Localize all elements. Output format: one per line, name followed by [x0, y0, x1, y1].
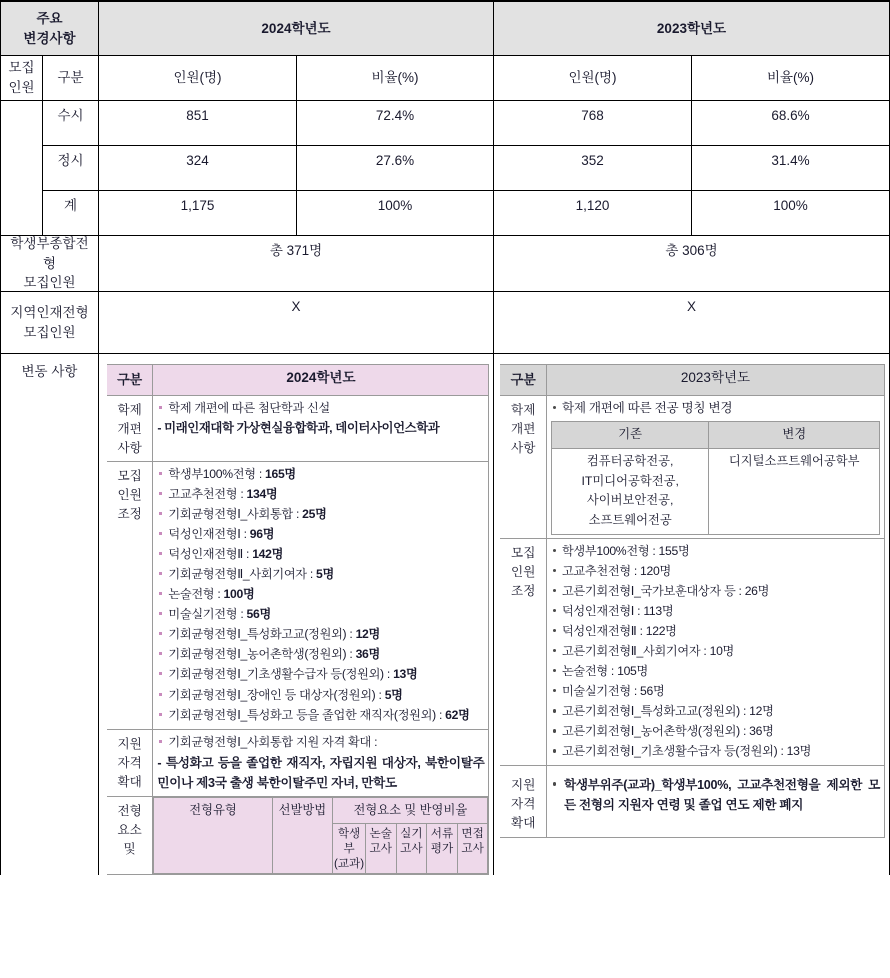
- recruit-cell-ratio_2023: 100%: [692, 191, 889, 236]
- list-item: 덕성인재전형Ⅱ : 142명: [157, 545, 484, 564]
- key-line: 지원: [117, 736, 142, 751]
- list-item: 논술전형 : 100명: [157, 585, 484, 604]
- recruit-cell-ratio_2024: 100%: [297, 191, 494, 236]
- key-line: 자격: [117, 755, 142, 770]
- element-subcol: [396, 824, 427, 874]
- key-line: 자격: [511, 797, 536, 812]
- inner-2024-key-eligibility: [107, 729, 153, 796]
- recruit-row-label-line1: 모집: [8, 60, 35, 76]
- key-line: 확대: [511, 816, 536, 831]
- recruit-cell-gubun: 수시: [43, 101, 99, 146]
- element-ratio-table: [153, 797, 488, 874]
- bullet-list: [551, 399, 880, 419]
- element-col-type: 전형유형: [154, 797, 272, 873]
- corner-header-label: [1, 2, 99, 56]
- list-item: 기회균형전형Ⅰ_사회통합 : 25명: [157, 505, 484, 524]
- recruit-cell-count_2024: 324: [99, 146, 297, 191]
- comprehensive-value-2023: 총 306명: [494, 236, 889, 292]
- comprehensive-row: [1, 236, 889, 292]
- recruit-cell-ratio_2023: 31.4%: [692, 146, 889, 191]
- col-header-count-2024: 인원(명): [99, 56, 297, 101]
- list-item: 기회균형전형Ⅰ_기초생활수급자 등(정원외) : 13명: [157, 665, 484, 684]
- list-item: 고교추천전형 : 134명: [157, 485, 484, 504]
- key-line: 확대: [117, 774, 142, 789]
- table-row: [1, 101, 889, 146]
- inner-2024-section-eligibility: [107, 729, 489, 796]
- element-subcol: [457, 824, 488, 874]
- inner-2023-header-row: [500, 365, 884, 396]
- list-item: 학제 개편에 따른 전공 명칭 변경: [551, 399, 880, 419]
- key-line: 모집: [511, 545, 536, 560]
- comprehensive-label: [1, 236, 99, 292]
- list-item: 고른기회전형Ⅱ_사회기여자 : 10명: [551, 642, 880, 661]
- list-item: 미술실기전형 : 56명: [551, 682, 880, 701]
- inner-2023-body-eligibility: [546, 766, 884, 837]
- inner-2023-section-quota: [500, 538, 884, 765]
- compare-value-before: [551, 449, 708, 535]
- key-line: 조정: [117, 507, 142, 522]
- element-col-method: 선발방법: [272, 797, 333, 873]
- element-subcol-line1: 서류: [430, 827, 454, 841]
- local-talent-label: [1, 292, 99, 354]
- inner-2023-year-header: 2023학년도: [546, 365, 884, 396]
- inner-2023-section-academic: [500, 395, 884, 538]
- list-item: 논술전형 : 105명: [551, 662, 880, 681]
- key-line: 전형: [117, 803, 142, 818]
- compare-before-line: 사이버보안전공,: [586, 493, 674, 508]
- element-col-ratio-group: 전형요소 및 반영비율: [333, 797, 488, 823]
- inner-2024-header-row: [107, 365, 489, 396]
- key-line: 학제: [511, 402, 536, 417]
- comprehensive-label-line2: 모집인원: [23, 275, 76, 291]
- recruit-cell-gubun: 계: [43, 191, 99, 236]
- comprehensive-label-line1: 학생부종합전형: [10, 236, 89, 271]
- key-line: 학제: [117, 402, 142, 417]
- compare-before-line: 컴퓨터공학전공,: [586, 454, 674, 469]
- local-talent-label-line2: 모집인원: [23, 324, 76, 340]
- inner-2023-section-eligibility: [500, 766, 884, 837]
- list-item: 고른기회전형Ⅰ_국가보훈대상자 등 : 26명: [551, 582, 880, 601]
- recruit-cell-ratio_2024: 27.6%: [297, 146, 494, 191]
- changes-pane-2024: [99, 354, 495, 875]
- key-line: 지원: [511, 778, 536, 793]
- bullet-list: [157, 399, 484, 418]
- inner-2024-section-quota: [107, 462, 489, 729]
- element-subcol-line2: 고사: [400, 842, 423, 856]
- list-item: 고교추천전형 : 120명: [551, 562, 880, 581]
- inner-2024-body-quota: [153, 462, 489, 729]
- inner-2023-gubun-header: 구분: [500, 365, 546, 396]
- key-line: 인원: [511, 564, 536, 579]
- corner-header-line1: 주요: [36, 10, 63, 26]
- element-subcol-line1: 논술: [369, 827, 392, 841]
- changes-row-label: 변동 사항: [1, 354, 99, 875]
- element-subcol-line2: (교과): [334, 857, 365, 871]
- list-item: 기회균형전형Ⅰ_농어촌학생(정원외) : 36명: [157, 645, 484, 664]
- element-subcol: [333, 824, 366, 874]
- key-line: 개편: [117, 421, 142, 436]
- key-line: 요소: [117, 823, 142, 838]
- compare-data-row: [551, 449, 879, 535]
- key-line: 사항: [117, 441, 142, 456]
- key-line: 조정: [511, 584, 536, 599]
- header-year-2023: 2023학년도: [494, 2, 889, 56]
- col-header-ratio-2024: 비율(%): [297, 56, 494, 101]
- recruit-row-label-spacer: [1, 191, 43, 236]
- compare-head-before: 기존: [551, 422, 708, 449]
- list-item: 고른기회전형Ⅰ_특성화고교(정원외) : 12명: [551, 702, 880, 721]
- inner-2024-key-quota: [107, 462, 153, 729]
- list-item: 미술실기전형 : 56명: [157, 605, 484, 624]
- key-line: 인원: [117, 488, 142, 503]
- element-subcol-line2: 고사: [369, 842, 392, 856]
- inner-table-2023: [500, 364, 885, 838]
- changes-row: [1, 354, 889, 875]
- list-item: 고른기회전형Ⅰ_농어촌학생(정원외) : 36명: [551, 722, 880, 741]
- key-line: 사항: [511, 441, 536, 456]
- bullet-list: [551, 775, 880, 816]
- list-item: 기회균형전형Ⅰ_사회통합 지원 자격 확대 :: [157, 733, 484, 752]
- inner-2024-gubun-header: 구분: [107, 365, 153, 396]
- table-row: [1, 146, 889, 191]
- recruit-cell-count_2024: 851: [99, 101, 297, 146]
- recruit-cell-ratio_2024: 72.4%: [297, 101, 494, 146]
- recruit-cell-count_2024: 1,175: [99, 191, 297, 236]
- list-item: 학생부위주(교과)_학생부100%, 고교추천전형을 제외한 모든 전형의 지원자 연령 및 졸업 연도 제한 폐지: [551, 775, 880, 816]
- element-subcol: [427, 824, 458, 874]
- element-subcol-line1: 면접: [461, 827, 484, 841]
- local-talent-label-line1: 지역인재전형: [10, 304, 89, 320]
- eligibility-subnote-2024: - 특성화고 등을 졸업한 재직자, 자립지원 대상자, 북한이탈주민이나 제3국 출생 북한이탈주민 자녀, 만학도: [157, 755, 485, 790]
- recruit-row-label: [1, 56, 43, 101]
- element-subcol-line1: 실기: [400, 827, 423, 841]
- compare-header-row: [551, 422, 879, 449]
- inner-2024-section-academic: [107, 395, 489, 461]
- element-subcol: [365, 824, 396, 874]
- bullet-list-quota-2023: [551, 542, 880, 761]
- list-item: 덕성인재전형Ⅱ : 122명: [551, 622, 880, 641]
- recruit-subheader-row: [1, 56, 889, 101]
- element-subcol-line2: 평가: [430, 842, 454, 856]
- inner-2023-key-academic: [500, 395, 546, 538]
- list-item: 학생부100%전형 : 155명: [551, 542, 880, 561]
- academic-subnote-2024: - 미래인재대학 가상현실융합학과, 데이터사이언스학과: [157, 420, 440, 435]
- list-item: 기회균형전형Ⅱ_사회기여자 : 5명: [157, 565, 484, 584]
- list-item: 고른기회전형Ⅰ_기초생활수급자 등(정원외) : 13명: [551, 742, 880, 761]
- local-talent-row: [1, 292, 889, 354]
- recruit-row-label-spacer: [1, 146, 43, 191]
- inner-2023-key-eligibility: [500, 766, 546, 837]
- col-header-ratio-2023: 비율(%): [692, 56, 889, 101]
- element-header-row-1: [154, 797, 488, 823]
- bullet-list: [157, 733, 484, 752]
- recruit-cell-count_2023: 352: [494, 146, 692, 191]
- header-year-2024: 2024학년도: [99, 2, 494, 56]
- inner-2024-body-academic: [153, 395, 489, 461]
- key-line: 모집: [117, 469, 142, 484]
- inner-2023-body-quota: [546, 538, 884, 765]
- table-row: [1, 191, 889, 236]
- inner-2024-body-eligibility: [153, 729, 489, 796]
- comprehensive-value-2024: 총 371명: [99, 236, 494, 292]
- inner-2024-year-header: 2024학년도: [153, 365, 489, 396]
- major-rename-compare-table: [551, 421, 880, 534]
- recruit-data-rows: [1, 101, 889, 236]
- col-header-count-2023: 인원(명): [494, 56, 692, 101]
- compare-before-line: IT미디어공학전공,: [581, 473, 679, 488]
- key-line: 개편: [511, 421, 536, 436]
- recruit-cell-ratio_2023: 68.6%: [692, 101, 889, 146]
- recruit-cell-count_2023: 768: [494, 101, 692, 146]
- changes-pane-2023: [494, 354, 889, 875]
- list-item: 덕성인재전형Ⅰ : 113명: [551, 602, 880, 621]
- list-item: 학제 개편에 따른 첨단학과 신설: [157, 399, 484, 418]
- compare-value-after: 디지털소프트웨어공학부: [709, 449, 880, 535]
- list-item: 기회균형전형Ⅰ_특성화고 등을 졸업한 재직자(정원외) : 62명: [157, 706, 484, 725]
- inner-2024-key-elements: [107, 796, 153, 874]
- recruit-cell-gubun: 정시: [43, 146, 99, 191]
- corner-header-line2: 변경사항: [23, 30, 76, 46]
- table-header-row: [1, 2, 889, 56]
- inner-2024-body-elements: [153, 796, 489, 874]
- compare-head-after: 변경: [709, 422, 880, 449]
- inner-2023-key-quota: [500, 538, 546, 765]
- element-subcol-line2: 고사: [461, 842, 484, 856]
- list-item: 기회균형전형Ⅰ_장애인 등 대상자(정원외) : 5명: [157, 686, 484, 705]
- recruit-row-label-spacer: [1, 101, 43, 146]
- inner-2023-body-academic: [546, 395, 884, 538]
- element-subcol-line1: 학생부: [337, 827, 361, 856]
- inner-table-2024: [107, 364, 490, 875]
- list-item: 학생부100%전형 : 165명: [157, 465, 484, 484]
- inner-2024-section-elements: [107, 796, 489, 874]
- local-talent-value-2023: X: [494, 292, 889, 354]
- local-talent-value-2024: X: [99, 292, 494, 354]
- list-item: 기회균형전형Ⅰ_특성화고교(정원외) : 12명: [157, 625, 484, 644]
- list-item: 덕성인재전형Ⅰ : 96명: [157, 525, 484, 544]
- bullet-list-quota-2024: [157, 465, 484, 724]
- recruit-row-label-line2: 인원: [8, 80, 35, 95]
- key-line: 및: [123, 842, 136, 857]
- col-header-gubun: 구분: [43, 56, 99, 101]
- recruit-cell-count_2023: 1,120: [494, 191, 692, 236]
- compare-before-line: 소프트웨어전공: [588, 513, 672, 528]
- inner-2024-key-academic: [107, 395, 153, 461]
